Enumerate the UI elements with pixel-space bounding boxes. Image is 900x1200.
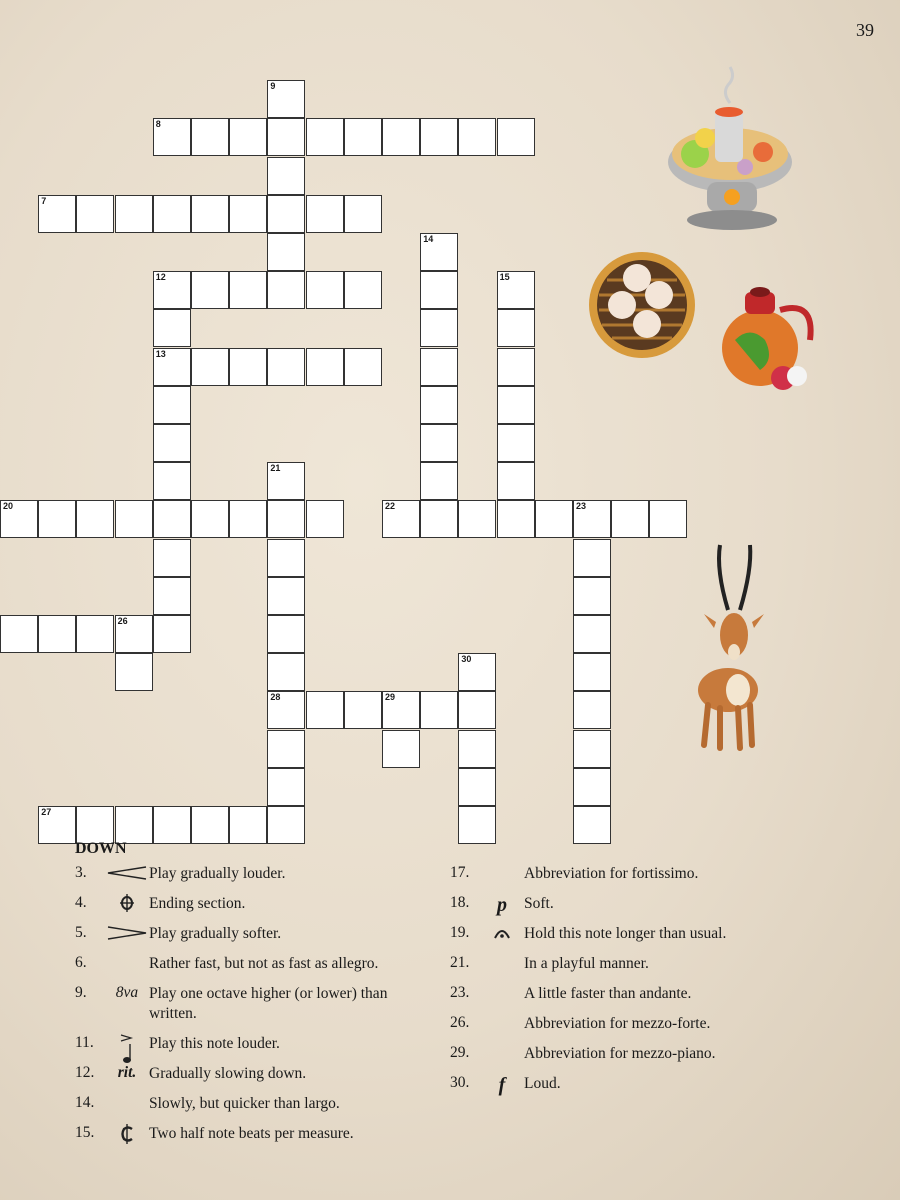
clue-item [450,864,870,894]
grid-cell[interactable] [497,348,535,386]
clue-number: 17. [450,864,470,881]
grid-cell[interactable] [458,118,496,156]
grid-cell[interactable] [306,348,344,386]
grid-cell[interactable] [229,348,267,386]
grid-cell[interactable] [497,309,535,347]
clue-item [75,984,435,1034]
grid-cell[interactable] [229,500,267,538]
clue-number: 26. [450,1014,470,1031]
decresc-icon [105,924,149,942]
down-heading: DOWN [75,840,127,857]
grid-cell[interactable] [611,500,649,538]
grid-cell[interactable] [573,730,611,768]
grid-cell[interactable] [306,195,344,233]
grid-cell[interactable] [382,500,420,538]
clue-number: 9 [270,81,276,92]
clue-item [450,1014,870,1044]
grid-cell[interactable] [267,271,305,309]
grid-cell[interactable] [191,500,229,538]
clue-number: 30. [450,1074,470,1091]
grid-cell[interactable] [267,539,305,577]
grid-cell[interactable] [115,500,153,538]
music-symbol: p [497,894,507,916]
clue-number: 21. [450,954,470,971]
grid-cell[interactable] [38,195,76,233]
grid-cell[interactable] [382,691,420,729]
grid-cell[interactable] [76,195,114,233]
grid-cell[interactable] [267,462,305,500]
music-symbol: rit. [117,1064,137,1081]
grid-cell[interactable] [267,730,305,768]
grid-cell[interactable] [191,195,229,233]
grid-cell[interactable] [153,424,191,462]
grid-cell[interactable] [573,806,611,844]
grid-cell[interactable] [267,615,305,653]
clue-item [450,924,870,954]
grid-cell[interactable] [229,118,267,156]
clue-number: 9. [75,984,87,1001]
grid-cell[interactable] [38,806,76,844]
grid-cell[interactable] [115,653,153,691]
grid-cell[interactable] [153,309,191,347]
music-symbol: 8va [115,984,139,1001]
grid-cell[interactable] [267,157,305,195]
teapot-lychee-icon [715,280,825,395]
grid-cell[interactable] [267,195,305,233]
coda-icon [105,894,149,912]
clue-item [450,954,870,984]
grid-cell[interactable] [497,424,535,462]
clue-number: 18. [450,894,470,911]
grid-cell[interactable] [344,118,382,156]
grid-cell[interactable] [497,500,535,538]
grid-cell[interactable] [306,691,344,729]
grid-cell[interactable] [153,348,191,386]
clue-item [75,864,435,894]
grid-cell[interactable] [458,500,496,538]
grid-cell[interactable] [344,271,382,309]
clue-number: 29 [385,692,396,703]
grid-cell[interactable] [267,233,305,271]
grid-cell[interactable] [0,615,38,653]
grid-cell[interactable] [267,806,305,844]
grid-cell[interactable] [153,118,191,156]
clue-item [75,1124,435,1154]
clue-text: Soft. [524,895,554,912]
grid-cell[interactable] [76,806,114,844]
grid-cell[interactable] [229,806,267,844]
clue-text: Slowly, but quicker than largo. [149,1095,340,1112]
grid-cell[interactable] [458,768,496,806]
grid-cell[interactable] [458,730,496,768]
hot-pot-icon [665,62,800,237]
clue-item [75,1034,435,1064]
clue-item [450,984,870,1014]
grid-cell[interactable] [573,691,611,729]
grid-cell[interactable] [115,806,153,844]
gazelle-icon [680,540,780,755]
grid-cell[interactable] [153,577,191,615]
clue-number: 12. [75,1064,95,1081]
clue-text: Loud. [524,1075,561,1092]
grid-cell[interactable] [267,500,305,538]
grid-cell[interactable] [420,348,458,386]
clue-number: 30 [461,654,472,665]
clue-text: Abbreviation for mezzo-forte. [524,1015,711,1032]
grid-cell[interactable] [153,539,191,577]
clue-number: 22 [385,501,396,512]
grid-cell[interactable] [191,271,229,309]
grid-cell[interactable] [153,271,191,309]
grid-cell[interactable] [229,195,267,233]
grid-cell[interactable] [535,500,573,538]
clue-number: 11. [75,1034,94,1051]
grid-cell[interactable] [153,462,191,500]
grid-cell[interactable] [573,577,611,615]
page-number: 39 [856,20,874,40]
grid-cell[interactable] [420,309,458,347]
grid-cell[interactable] [497,386,535,424]
clue-number: 6. [75,954,87,971]
clue-text: Play gradually softer. [149,925,282,942]
clue-number: 27 [41,807,52,817]
grid-cell[interactable] [382,730,420,768]
clue-text: Ending section. [149,895,246,912]
grid-cell[interactable] [382,118,420,156]
clue-item [450,894,870,924]
grid-cell[interactable] [573,615,611,653]
grid-cell[interactable] [306,118,344,156]
grid-cell[interactable] [153,615,191,653]
down-clues-left [75,840,435,1154]
clue-number: 21 [270,463,281,474]
clue-text: Play this note louder. [149,1035,280,1052]
grid-cell[interactable] [267,691,305,729]
grid-cell[interactable] [420,500,458,538]
music-symbol: f [498,1074,506,1096]
clue-item [75,894,435,924]
grid-cell[interactable] [267,577,305,615]
clue-text: A little faster than andante. [524,985,692,1002]
dumplings-steamer-icon [587,250,697,360]
grid-cell[interactable] [191,348,229,386]
grid-cell[interactable] [191,118,229,156]
clue-number: 4. [75,894,87,911]
grid-cell[interactable] [115,195,153,233]
grid-cell[interactable] [267,653,305,691]
down-clues-right [450,840,870,1104]
clue-number: 15 [499,272,510,283]
grid-cell[interactable] [497,271,535,309]
clue-text: Rather fast, but not as fast as allegro. [149,955,379,972]
grid-cell[interactable] [573,539,611,577]
clue-number: 13 [155,348,166,359]
grid-cell[interactable] [420,386,458,424]
grid-cell[interactable] [420,118,458,156]
grid-cell[interactable] [573,500,611,538]
grid-cell[interactable] [267,768,305,806]
clue-number: 19. [450,924,470,941]
clue-number: 20 [3,501,14,512]
grid-cell[interactable] [76,500,114,538]
accent-note-icon [105,1034,149,1064]
grid-cell[interactable] [153,500,191,538]
clue-text: Hold this note longer than usual. [524,925,727,942]
clue-number: 7 [41,195,47,206]
grid-cell[interactable] [497,462,535,500]
clue-text: Play one octave higher (or lower) than written. [149,985,388,1022]
grid-cell[interactable] [420,691,458,729]
grid-cell[interactable] [344,348,382,386]
grid-cell[interactable] [306,500,344,538]
clue-number: 26 [117,616,128,626]
grid-cell[interactable] [649,500,687,538]
grid-cell[interactable] [38,500,76,538]
clue-text: Play gradually louder. [149,865,286,882]
clue-number: 29. [450,1044,470,1061]
grid-cell[interactable] [573,768,611,806]
grid-cell[interactable] [497,118,535,156]
grid-cell[interactable] [458,806,496,844]
fermata-icon [480,924,524,942]
grid-cell[interactable] [153,806,191,844]
grid-cell[interactable] [420,233,458,271]
clue-item [75,924,435,954]
grid-cell[interactable] [420,424,458,462]
grid-cell[interactable] [344,691,382,729]
clue-text: Abbreviation for mezzo-piano. [524,1045,716,1062]
grid-cell[interactable] [420,271,458,309]
grid-cell[interactable] [458,691,496,729]
grid-cell[interactable] [267,80,305,118]
clue-number: 23. [450,984,470,1001]
clue-number: 28 [270,692,281,703]
grid-cell[interactable] [153,386,191,424]
clue-item [75,1064,435,1094]
grid-cell[interactable] [191,806,229,844]
cut-time-icon [105,1124,149,1144]
grid-cell[interactable] [306,271,344,309]
grid-cell[interactable] [267,348,305,386]
clue-number: 12 [155,272,166,283]
cresc-icon [105,864,149,882]
clue-number: 14 [423,234,434,244]
clue-number: 14. [75,1094,95,1111]
clue-number: 15. [75,1124,95,1141]
clue-text: Abbreviation for fortissimo. [524,865,699,882]
grid-cell[interactable] [153,195,191,233]
grid-cell[interactable] [420,462,458,500]
clue-item [75,1094,435,1124]
grid-cell[interactable] [229,271,267,309]
clue-item [450,1044,870,1074]
grid-cell[interactable] [76,615,114,653]
clue-number: 3. [75,864,87,881]
grid-cell[interactable] [115,615,153,653]
grid-cell[interactable] [267,118,305,156]
grid-cell[interactable] [344,195,382,233]
grid-cell[interactable] [458,653,496,691]
clue-number: 8 [155,119,161,130]
grid-cell[interactable] [573,653,611,691]
clue-number: 23 [576,501,587,512]
clue-number: 5. [75,924,87,941]
grid-cell[interactable] [0,500,38,538]
grid-cell[interactable] [38,615,76,653]
clue-item [450,1074,870,1104]
clue-text: Two half note beats per measure. [149,1125,354,1142]
clue-item [75,954,435,984]
clue-text: Gradually slowing down. [149,1065,307,1082]
clue-text: In a playful manner. [524,955,649,972]
